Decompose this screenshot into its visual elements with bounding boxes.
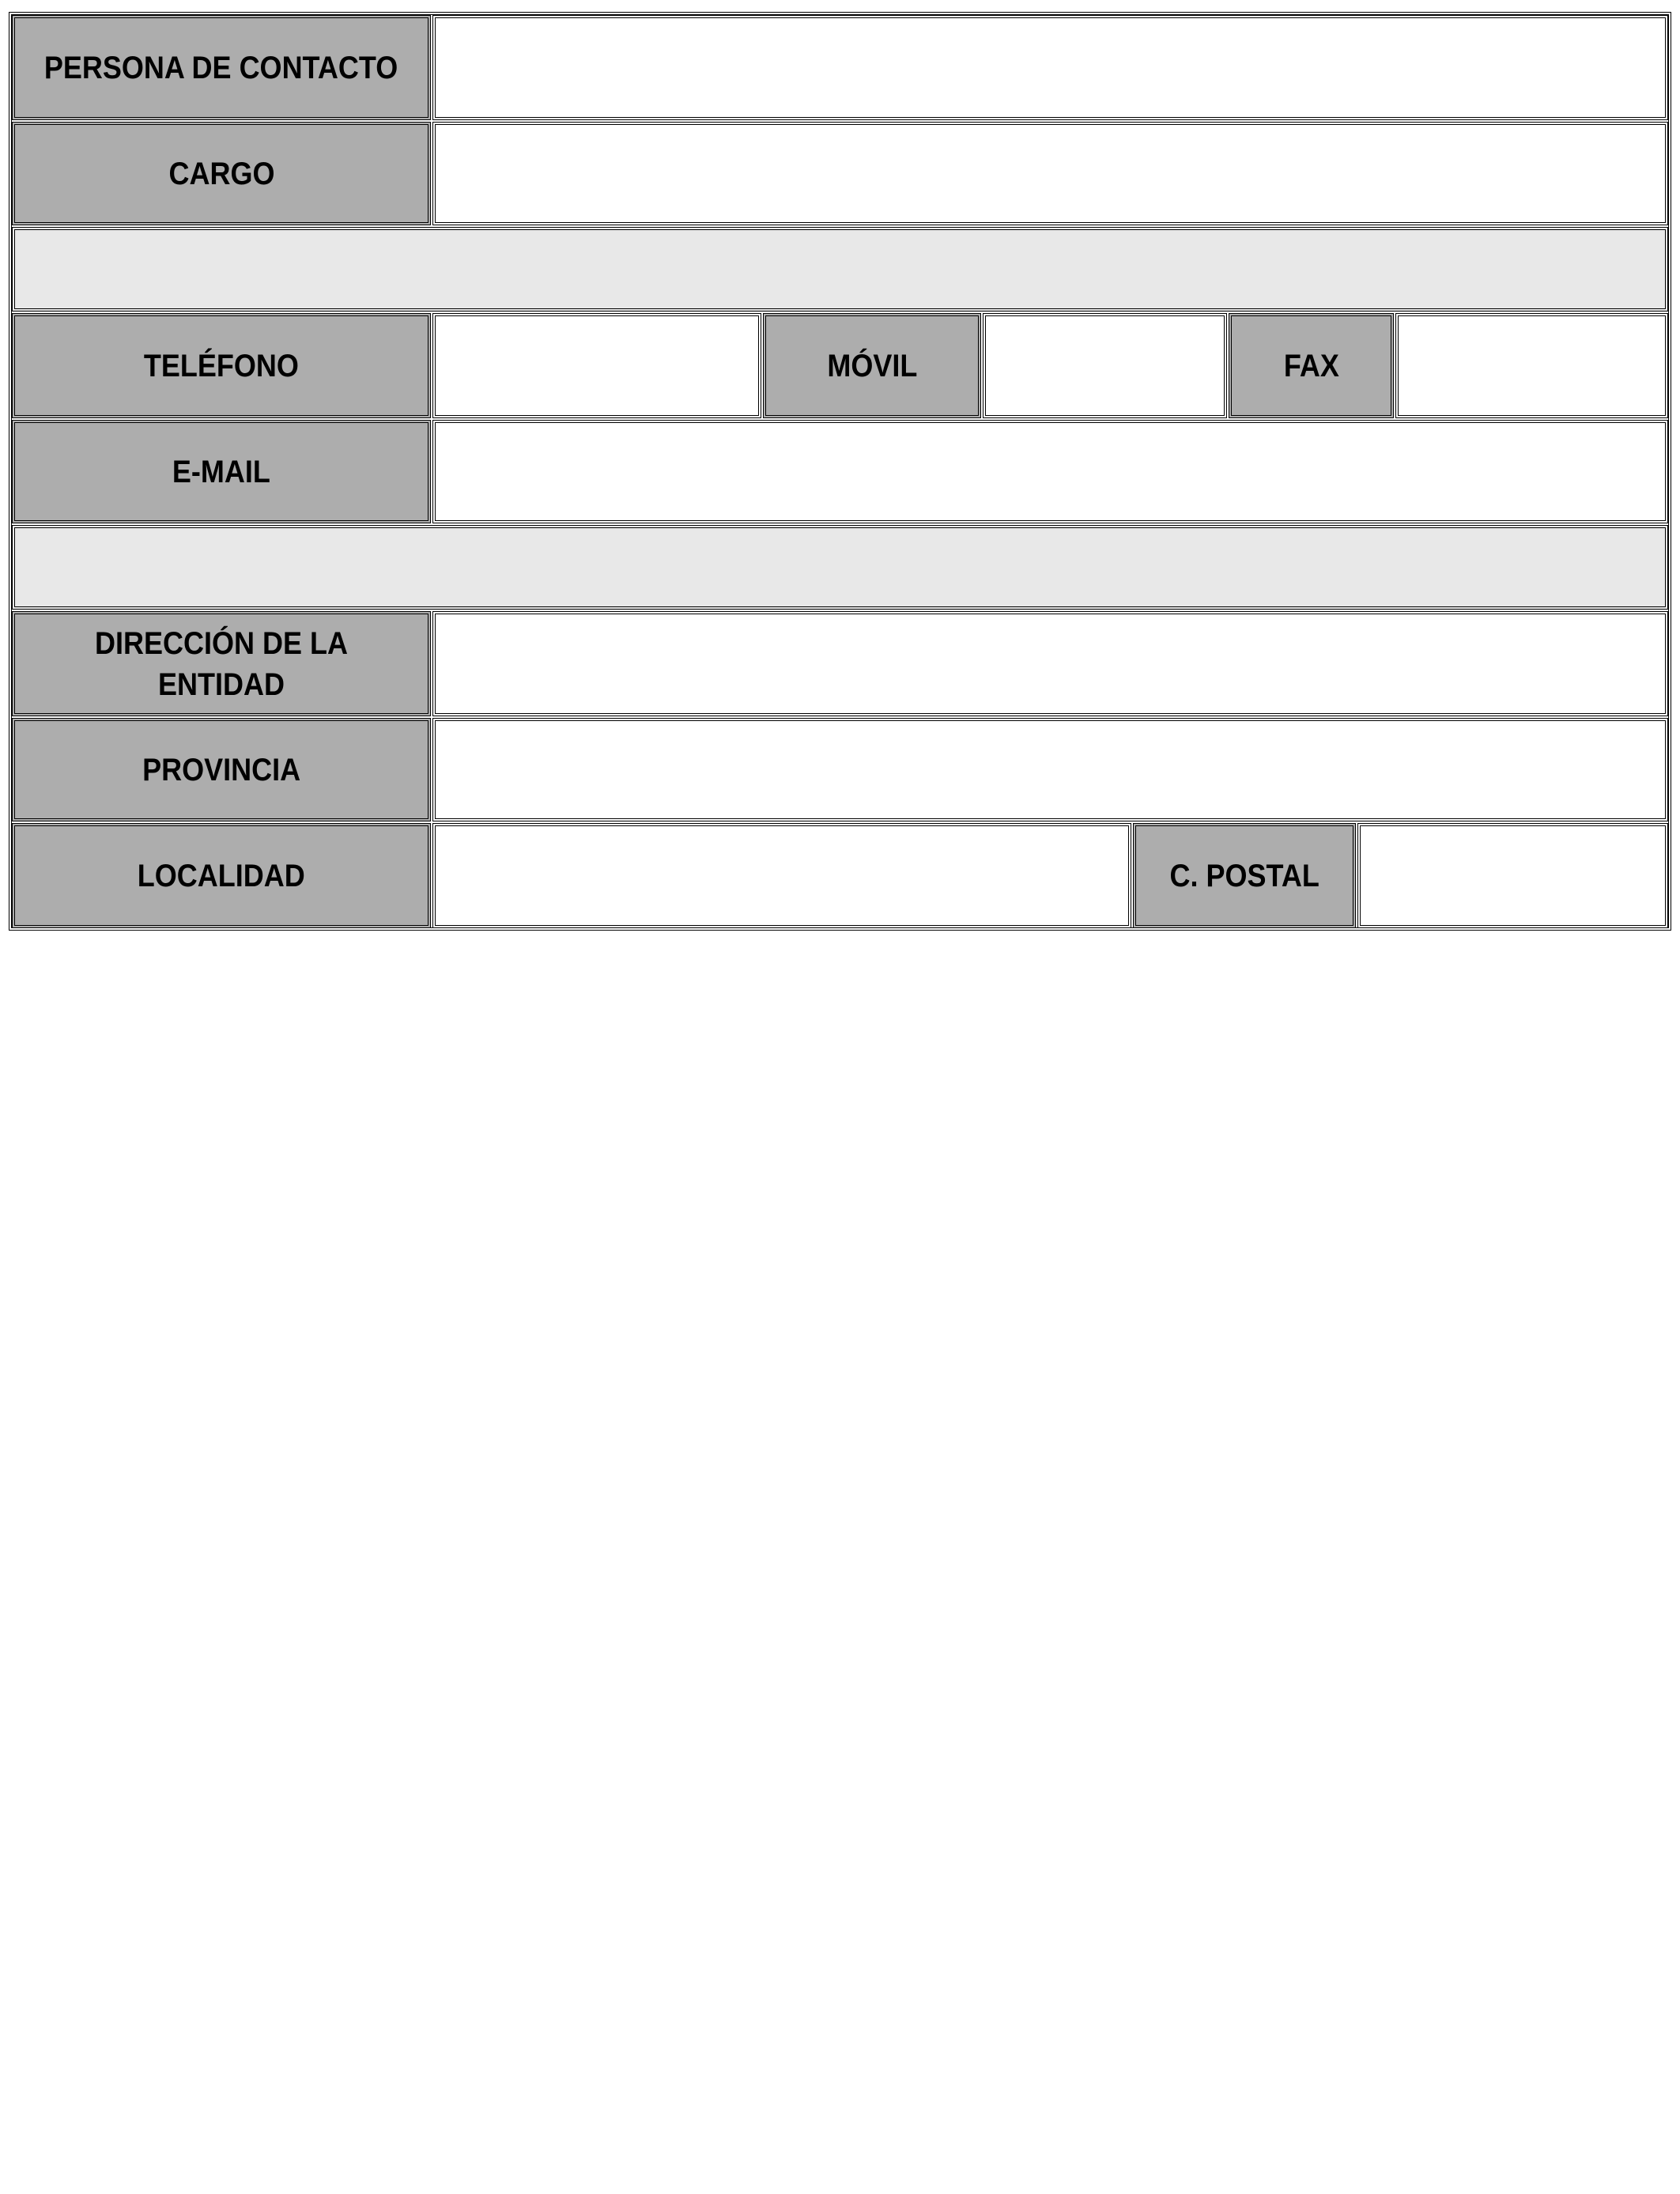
locality-label — [12, 823, 431, 928]
locality-field[interactable] — [432, 823, 1131, 928]
position-label-text: CARGO — [168, 156, 274, 191]
mobile-label — [763, 313, 981, 418]
email-field[interactable] — [432, 420, 1668, 523]
province-label-text: PROVINCIA — [142, 752, 301, 787]
position-field[interactable] — [432, 122, 1668, 225]
phone-label — [12, 313, 431, 418]
province-field[interactable] — [432, 718, 1668, 821]
fax-label-text: FAX — [1283, 348, 1339, 383]
contact-person-field[interactable] — [432, 15, 1668, 120]
contact-person-label — [12, 15, 431, 120]
mobile-field[interactable] — [983, 313, 1227, 418]
email-label — [12, 420, 431, 523]
phone-label-text: TELÉFONO — [143, 348, 300, 383]
entity-address-field[interactable] — [432, 611, 1668, 716]
entity-address-label — [12, 611, 431, 716]
position-label — [12, 122, 431, 225]
email-label-text: E-MAIL — [172, 454, 270, 489]
postal-code-field[interactable] — [1357, 823, 1668, 928]
section-separator — [12, 525, 1668, 610]
province-label — [12, 718, 431, 821]
fax-field[interactable] — [1395, 313, 1668, 418]
phone-field[interactable] — [432, 313, 761, 418]
mobile-label-text: MÓVIL — [826, 348, 917, 383]
postal-code-label-text: C. POSTAL — [1169, 858, 1319, 893]
postal-code-label — [1133, 823, 1356, 928]
locality-label-text: LOCALIDAD — [138, 858, 305, 893]
entity-address-label-text: DIRECCIÓN DE LA ENTIDAD — [94, 625, 349, 702]
fax-label — [1229, 313, 1394, 418]
contact-person-label-text: PERSONA DE CONTACTO — [44, 50, 398, 85]
section-separator — [12, 227, 1668, 312]
